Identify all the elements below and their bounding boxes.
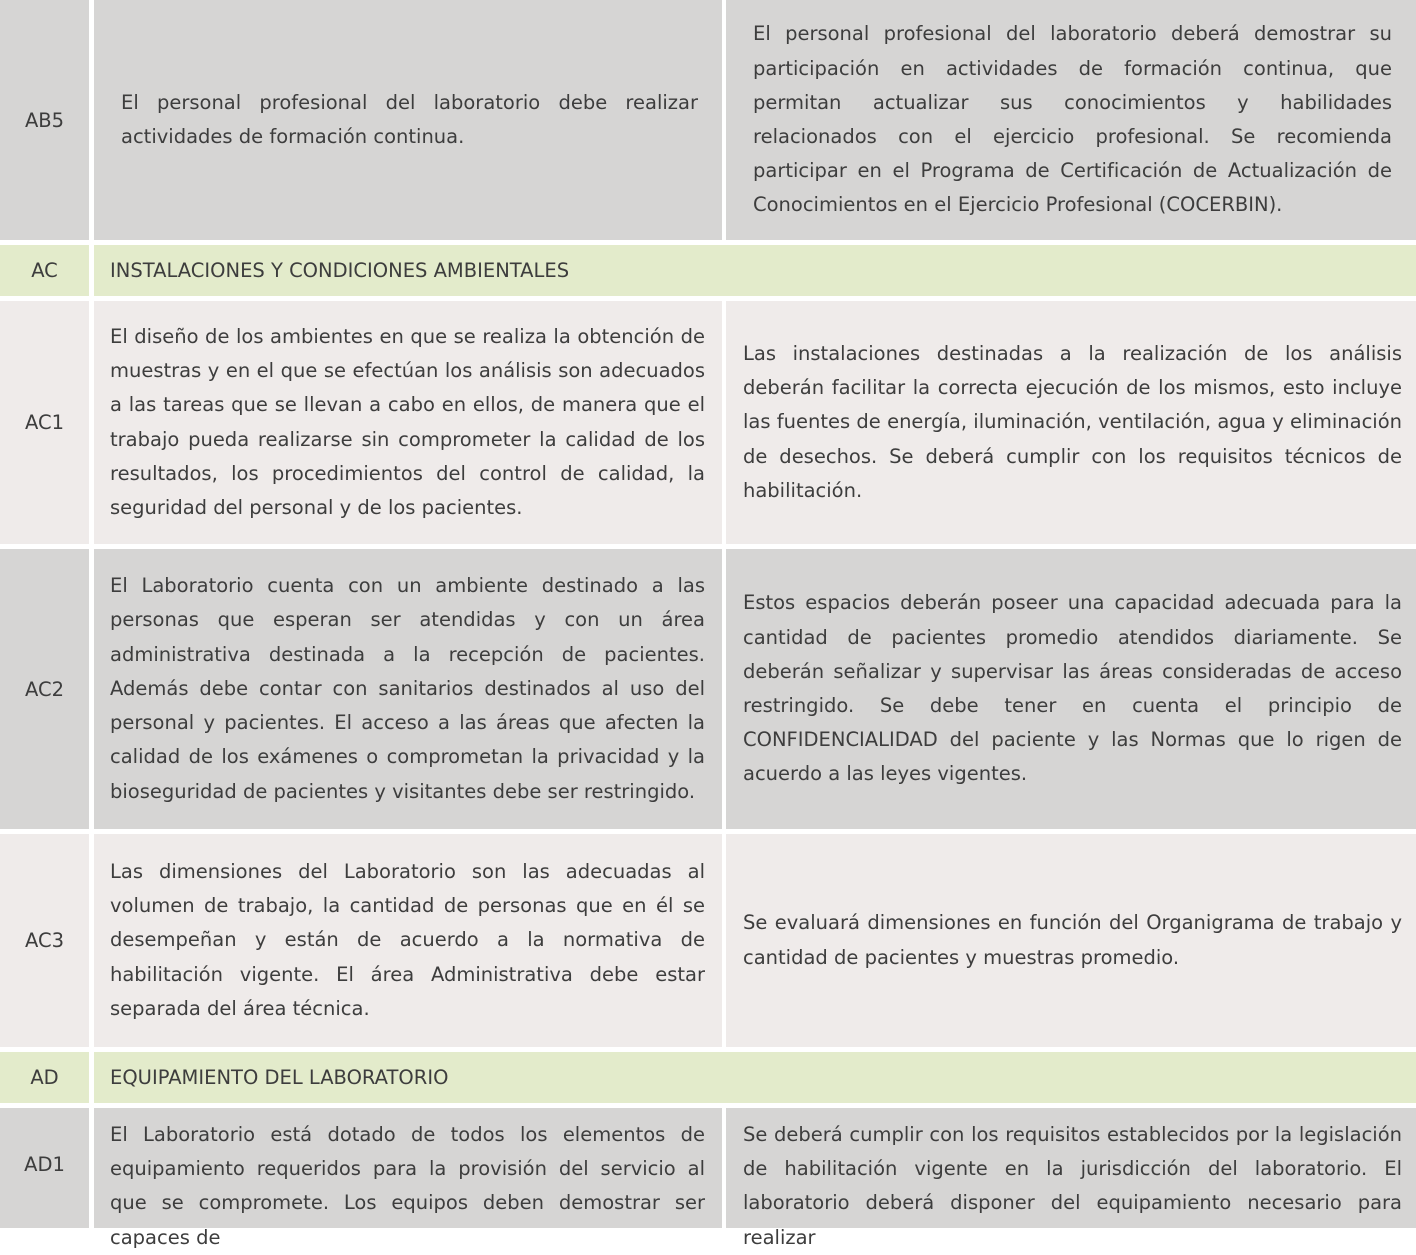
requirement-text: Las dimensiones del Laboratorio son las adecuadas al volumen de trabajo, la cantidad de personas que en él se desempeñan y están de acuerdo a la normativa de habilitación vigente. El área Administrativa debe estar separada del área técnica. bbox=[110, 859, 705, 1020]
table-row-ad1 bbox=[0, 1108, 1416, 1249]
requirement-text: El Laboratorio cuenta con un ambiente destinado a las personas que esperan ser atendidas y con un área administrativa destinada a la recepción de pacientes. Además debe contar con sanitarios destinados al uso del personal y pacientes. El acceso a las áreas que afecten la calidad de los exámenes o comprometan la privacidad y la bioseguridad de pacientes y visitantes debe ser restringido. bbox=[110, 574, 705, 803]
requirement-text: El diseño de los ambientes en que se realiza la obtención de muestras y en el que se efectúan los análisis son adecuados a las tareas que se llevan a cabo en ellos, de manera que el trabajo pueda realizarse sin comprometer la calidad de los resultados, los procedimientos del control de calidad, la seguridad del personal y de los pacientes. bbox=[110, 324, 705, 519]
criterion-text: Se deberá cumplir con los requisitos establecidos por la legislación de habilitación vigente en la jurisdicción del laboratorio. El laboratorio deberá disponer del equipamiento necesario para realizar bbox=[743, 1123, 1402, 1249]
row-code: AC3 bbox=[0, 834, 89, 1047]
criterion-text: Las instalaciones destinadas a la realización de los análisis deberán facilitar la correcta ejecución de los mismos, esto incluye las fuentes de energía, iluminación, ventilación, agua y eliminación de desechos. Se deberá cumplir con los requisitos técnicos de habilitación. bbox=[743, 341, 1402, 502]
section-row-ad bbox=[0, 1052, 1416, 1103]
requirement-text: El personal profesional del laboratorio debe realizar actividades de formación continua. bbox=[121, 90, 698, 148]
table-row-ac2 bbox=[0, 549, 1416, 829]
requirement-cell bbox=[94, 834, 722, 1047]
row-code: AB5 bbox=[0, 0, 89, 240]
section-title: INSTALACIONES Y CONDICIONES AMBIENTALES bbox=[94, 245, 1416, 296]
requirement-cell bbox=[94, 301, 722, 544]
criterion-cell bbox=[726, 0, 1416, 240]
row-code: AC2 bbox=[0, 549, 89, 829]
requirement-cell bbox=[94, 1108, 722, 1249]
criterion-text: Estos espacios deberán poseer una capacidad adecuada para la cantidad de pacientes promedio atendidos diariamente. Se deberán señalizar y supervisar las áreas consideradas de acceso restringido. Se debe tener en cuenta el principio de CONFIDENCIALIDAD del paciente y las Normas que lo rigen de acuerdo a las leyes vigentes. bbox=[743, 591, 1402, 786]
table-row-ac3 bbox=[0, 834, 1416, 1047]
criterion-cell bbox=[726, 1108, 1416, 1249]
row-code: AC1 bbox=[0, 301, 89, 544]
table-row-ac1 bbox=[0, 301, 1416, 544]
table-row-ab5 bbox=[0, 0, 1416, 240]
criterion-text: Se evaluará dimensiones en función del Organigrama de trabajo y cantidad de pacientes y muestras promedio. bbox=[743, 911, 1402, 969]
criterion-cell bbox=[726, 301, 1416, 544]
requirement-cell bbox=[94, 549, 722, 829]
row-code: AD1 bbox=[0, 1108, 89, 1228]
section-title: EQUIPAMIENTO DEL LABORATORIO bbox=[94, 1052, 1416, 1103]
criterion-cell bbox=[726, 834, 1416, 1047]
criterion-text: El personal profesional del laboratorio deberá demostrar su participación en actividades de formación continua, que permitan actualizar sus conocimientos y habilidades relacionados con el ejercicio profesional. Se recomienda participar en el Programa de Certificación de Actualización de Conocimientos en el Ejercicio Profesional (COCERBIN). bbox=[753, 22, 1392, 217]
requirement-text: El Laboratorio está dotado de todos los elementos de equipamiento requeridos para la provisión del servicio al que se compromete. Los equipos deben demostrar ser capaces de bbox=[110, 1123, 705, 1249]
section-code: AC bbox=[0, 245, 89, 296]
section-row-ac bbox=[0, 245, 1416, 296]
section-code: AD bbox=[0, 1052, 89, 1103]
criterion-cell bbox=[726, 549, 1416, 829]
requirement-cell bbox=[94, 0, 722, 240]
